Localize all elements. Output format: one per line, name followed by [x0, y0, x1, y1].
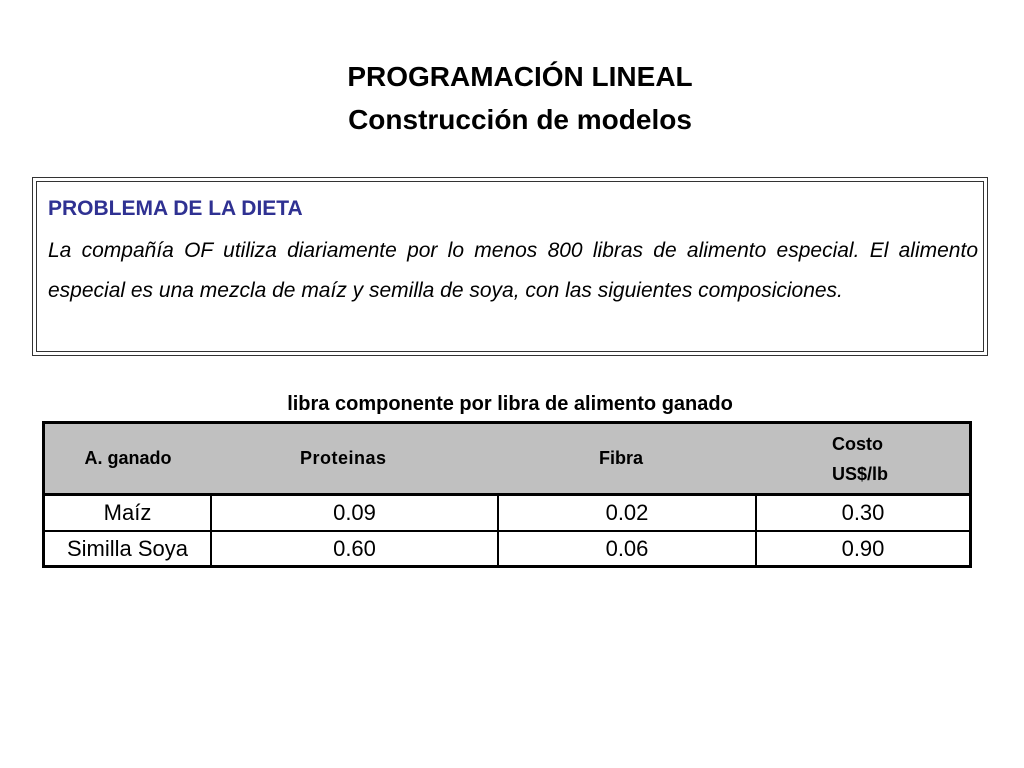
- row-protein: 0.09: [211, 495, 498, 532]
- slide-subtitle: Construcción de modelos: [348, 104, 692, 135]
- header-fiber-label: Fibra: [599, 448, 644, 468]
- header-cost-line2: US$/lb: [832, 463, 889, 484]
- header-fiber: [498, 423, 756, 495]
- problem-box: [32, 177, 988, 356]
- slide-title: PROGRAMACIÓN LINEAL: [347, 61, 693, 92]
- header-animal: A. ganado: [44, 423, 212, 495]
- table-row: [44, 495, 971, 532]
- header-row: [44, 423, 971, 495]
- header-cost-line1: Costo: [832, 433, 883, 454]
- header-protein: [211, 423, 498, 495]
- row-name: Similla Soya: [44, 531, 212, 567]
- table-caption: libra componente por libra de alimento ganado: [287, 393, 733, 415]
- header-protein-label: Proteinas: [300, 448, 387, 468]
- problem-text: La compañía OF utiliza diariamente por lo menos 800 libras de alimento especial. El alimento especial es una mezcla de maíz y semilla de soya, con las siguientes composiciones.: [48, 239, 978, 302]
- table-row: [44, 531, 971, 567]
- table-body: [44, 495, 971, 567]
- row-fiber: 0.06: [498, 531, 756, 567]
- problem-box-inner-border: [36, 181, 984, 352]
- table-header: [44, 423, 971, 495]
- row-protein: 0.60: [211, 531, 498, 567]
- row-cost: 0.30: [756, 495, 971, 532]
- row-name: Maíz: [44, 495, 212, 532]
- row-cost: 0.90: [756, 531, 971, 567]
- problem-heading: PROBLEMA DE LA DIETA: [48, 197, 303, 220]
- header-cost: [756, 423, 971, 495]
- row-fiber: 0.02: [498, 495, 756, 532]
- composition-table: [42, 421, 972, 568]
